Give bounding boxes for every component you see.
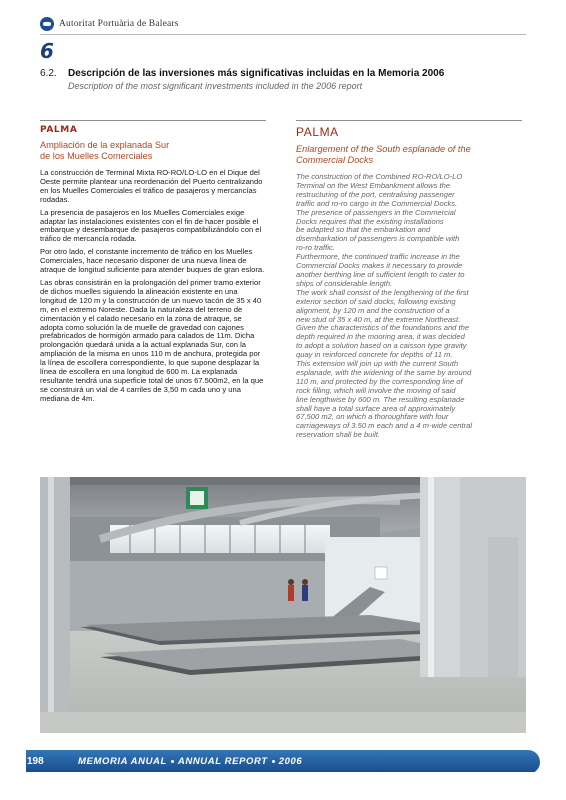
header-rule: [40, 34, 526, 35]
port-authority-logo-icon: [40, 17, 54, 31]
text-line: 67,500 m2, on which a thoroughfare with four: [296, 412, 449, 422]
text-line: rock filling, which will involve the moving of said: [296, 385, 456, 395]
footer-memoria: MEMORIA ANUAL: [78, 756, 167, 767]
text-line: esplanade, with the widening of the same by around: [296, 367, 472, 377]
paragraph: Por otro lado, el constante incremento de tráfico en los Muelles Comerciales, hace necesario disponer de una nueva línea de atraque de longitud suficiente para atender buques de gran eslora.: [40, 247, 265, 275]
text-line: Docks requires that the existing installations: [296, 216, 444, 226]
footer-label: [78, 756, 302, 767]
text-line: new stud of 35 x 40 m, at the extreme Northeast.: [296, 314, 461, 324]
page-number: 198: [27, 756, 44, 767]
text-line: This extension will join up with the current South: [296, 359, 459, 369]
section-number: 6.2.: [40, 68, 57, 79]
text-line: depth required in the mooring area, it was decided: [296, 332, 465, 342]
text-line: The presence of passengers in the Commercial: [296, 207, 456, 217]
terminal-photo-illustration: [40, 477, 526, 733]
text-line: Commercial Docks makes it necessary to provide: [296, 261, 463, 271]
text-line: The work shall consist of the lengthening of the first: [296, 287, 469, 297]
paragraph: La presencia de pasajeros en los Muelles Comerciales exige adaptar las instalaciones existentes con el fin de hacer posible el embarque y desembarque de pasajeros compatibilizándolo con el tráfico de mercancía rodada.: [40, 207, 262, 244]
text-line: Terminal on the West Embankment allows the: [296, 180, 451, 190]
text-line: line lengthwise by 600 m. The resulting esplanade: [296, 394, 465, 404]
terminal-hall-photo: [40, 477, 526, 733]
paragraph: La construcción de Terminal Mixta RO-RO/LO-LO en el Dique del Oeste permite plantear una reordenación del Puerto centralizando en los Muelles Comerciales el tráfico de pasajeros y mercancías rodadas.: [40, 168, 263, 204]
section-title: Descripción de las inversiones más significativas incluidas en la Memoria 2006: [68, 68, 445, 79]
heading-line: Enlargement of the South esplanade of the: [296, 144, 471, 154]
heading-line: de los Muelles Comerciales: [40, 151, 153, 161]
text-line: exterior section of said docks, following existing: [296, 296, 456, 306]
text-line: alignment, by 120 m and the construction of a: [296, 305, 450, 315]
text-line: restructuring of the port, centralising passenger: [296, 189, 455, 199]
paragraph: Las obras consistirán en la prolongación del primer tramo exterior de dichos muelles siguiendo la alineación existente en una longitud de 120 m y la construcción de un nuevo tacón de 35 x 40 m, en el extremo Noreste. Dada la naturaleza del terreno de cimentación y el calado necesario en la zona de atraque, se adopta como solución la de muelle de gravedad con cajones prefabricados de hormigón armado para calados de 11m. Dicha prolongación quedará unida a la actual explanada Sur, con la ampliación de la misma en unos 110 m de anchura, protegida por la línea de escollera correspondiente, lo que supone desplazar la línea de escollera en una longitud de 600 m. La explanada resultante tendrá una superficie total de unos 67.500m2, en la que se construirá un vial de 4 carriles de 3,50 m cada uno y una mediana de 4m.: [40, 277, 264, 403]
section-subtitle: Description of the most significant investments included in the 2006 report: [68, 81, 363, 91]
article-body: [40, 169, 266, 404]
english-column: [296, 120, 522, 440]
text-line: disembarkation of passengers is compatible with: [296, 234, 460, 244]
text-line: ro-ro traffic.: [296, 243, 335, 253]
organization-name: Autoritat Portuària de Balears: [59, 19, 179, 29]
text-line: The construction of the Combined RO-RO/LO-LO: [296, 172, 463, 181]
footer-report: ANNUAL REPORT: [177, 756, 268, 767]
text-line: Furthermore, the continued traffic increase in the: [296, 252, 460, 262]
bullet-icon: [272, 760, 275, 763]
bullet-icon: [171, 760, 174, 763]
text-line: carriageways of 3.50 m each and a 4 m-wide central: [296, 421, 473, 431]
location-label: PALMA: [296, 125, 339, 139]
chapter-number: 6: [40, 39, 54, 63]
column-rule: [296, 120, 522, 121]
text-line: quay in reinforced concrete for depths of 11 m.: [296, 350, 453, 360]
article-body: [296, 173, 522, 440]
bottom-margin: [0, 772, 566, 800]
text-line: Given the characteristics of the foundations and the: [296, 323, 470, 333]
text-line: ships of considerable length.: [296, 278, 393, 288]
page-footer: [26, 750, 540, 774]
text-line: reservation shall be built.: [296, 430, 380, 440]
page-header: [40, 14, 179, 34]
article-heading: [296, 144, 522, 166]
spanish-column: [40, 120, 266, 408]
text-line: be adapted so that the embarkation and: [296, 225, 431, 235]
heading-line: Commercial Docks: [296, 155, 374, 165]
location-label: PALMA: [40, 125, 78, 135]
text-line: 110 m, and protected by the corresponding line of: [296, 376, 463, 386]
heading-line: Ampliación de la explanada Sur: [40, 140, 170, 150]
column-rule: [40, 120, 266, 121]
text-line: another berthing line of sufficient length to cater to: [296, 269, 465, 279]
footer-year: 2006: [278, 756, 303, 767]
text-line: traffic and ro-ro cargo in the Commercial Docks.: [296, 198, 458, 208]
text-line: to adopt a solution based on a caisson type gravity: [296, 341, 467, 351]
text-line: shall have a total surface area of approximately: [296, 403, 456, 413]
article-heading: [40, 140, 266, 162]
